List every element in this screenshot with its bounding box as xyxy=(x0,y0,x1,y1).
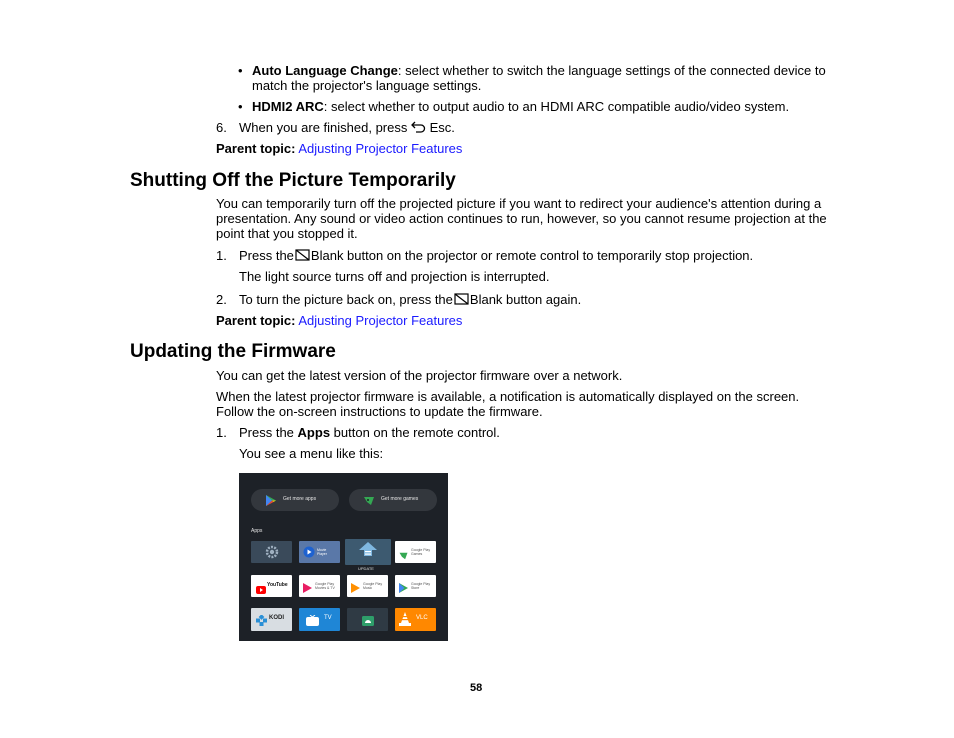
step-text: Press the xyxy=(239,248,294,263)
tile-label: Google Play Store xyxy=(411,582,431,590)
section-title: Shutting Off the Picture Temporarily xyxy=(130,170,456,191)
play-games-icon xyxy=(399,548,408,563)
android-app-tile[interactable] xyxy=(347,608,388,631)
get-more-apps-button[interactable] xyxy=(251,489,339,511)
play-store-tile[interactable] xyxy=(395,575,436,597)
tile-label: Google Play Games xyxy=(411,548,431,556)
tile-label: KODI xyxy=(269,615,284,621)
tile-label: Movie Player xyxy=(317,548,327,556)
android-icon xyxy=(362,614,374,629)
play-movies-tile[interactable] xyxy=(299,575,340,597)
update-tile[interactable] xyxy=(345,539,391,565)
kodi-icon xyxy=(256,614,267,629)
movie-player-icon xyxy=(303,546,315,561)
tv-tile[interactable] xyxy=(299,608,340,631)
parent-topic xyxy=(216,141,462,156)
bullet-description: : select whether to switch the language settings of the connected device to match the projector's language settings. xyxy=(252,63,826,93)
step-number: 6. xyxy=(216,120,227,135)
vlc-cone-icon xyxy=(399,612,411,629)
apps-button-name: Apps xyxy=(297,425,331,440)
paragraph: When the latest projector firmware is available, a notification is automatically displayed on the screen. Follow the on-screen instructions to update the firmware. xyxy=(216,389,800,419)
youtube-tile[interactable] xyxy=(251,575,292,597)
step-text: Blank button on the projector or remote control to temporarily stop projection. xyxy=(310,248,754,263)
vlc-tile[interactable] xyxy=(395,608,436,631)
page-number: 58 xyxy=(470,682,483,694)
step-text: Press the xyxy=(239,425,294,440)
bullet-dot: • xyxy=(238,99,243,114)
apps-menu-screenshot xyxy=(239,473,448,641)
step-text: To turn the picture back on, press the xyxy=(239,292,453,307)
bullet-dot: • xyxy=(238,63,243,78)
movie-player-tile[interactable] xyxy=(299,541,340,563)
paragraph: You can get the latest version of the projector firmware over a network. xyxy=(216,368,623,383)
blank-screen-icon xyxy=(454,293,469,308)
gear-icon xyxy=(264,544,280,563)
step-number: 1. xyxy=(216,248,227,263)
play-store-icon xyxy=(399,581,408,596)
section-intro: You can temporarily turn off the projected picture if you want to redirect your audience's attention during a presentation. Any sound or video action continues to run, however, so you cannot resume projection at the point that you stopped it. xyxy=(216,196,827,241)
parent-topic xyxy=(216,313,462,328)
apps-section-label: Apps xyxy=(251,528,263,534)
play-games-tile[interactable] xyxy=(395,541,436,563)
bullet-term: HDMI2 ARC xyxy=(252,99,324,114)
tile-label: Google Play Movies & TV xyxy=(315,582,335,590)
tv-icon xyxy=(306,614,319,629)
play-music-tile[interactable] xyxy=(347,575,388,597)
play-games-icon xyxy=(364,494,374,509)
play-store-icon xyxy=(266,494,276,509)
kodi-tile[interactable] xyxy=(251,608,292,631)
tile-label: VLC xyxy=(416,615,428,621)
step-finish xyxy=(239,120,829,136)
get-more-games-button[interactable] xyxy=(349,489,437,511)
tile-label: TV xyxy=(324,615,332,621)
parent-topic-link[interactable]: Adjusting Projector Features xyxy=(298,141,463,156)
step-text: Esc. xyxy=(429,120,455,135)
step-text: button on the remote control. xyxy=(333,425,500,440)
get-more-apps-label: Get more apps xyxy=(283,496,317,502)
parent-topic-link[interactable]: Adjusting Projector Features xyxy=(298,313,463,328)
tile-label: YouTube xyxy=(267,582,288,588)
youtube-icon xyxy=(256,582,266,597)
bullet-description: : select whether to output audio to an HDMI ARC compatible audio/video system. xyxy=(323,99,790,114)
step-turn-back-on xyxy=(239,292,829,308)
tile-label: Google Play Music xyxy=(363,582,383,590)
update-arrow-icon xyxy=(359,542,377,559)
blank-screen-icon xyxy=(295,249,310,264)
step-text: Blank button again. xyxy=(469,292,582,307)
step-press-blank xyxy=(239,248,829,264)
settings-tile[interactable] xyxy=(251,541,292,563)
step-result: The light source turns off and projection is interrupted. xyxy=(239,269,550,284)
parent-topic-label: Parent topic: xyxy=(216,313,296,328)
section-title: Updating the Firmware xyxy=(130,341,336,362)
parent-topic-label: Parent topic: xyxy=(216,141,296,156)
return-arrow-icon xyxy=(411,121,426,136)
get-more-games-label: Get more games xyxy=(381,496,419,502)
play-music-icon xyxy=(351,581,360,596)
step-number: 1. xyxy=(216,425,227,440)
step-text: When you are finished, press xyxy=(239,120,408,135)
step-press-apps xyxy=(239,425,829,440)
update-label: UPDATE xyxy=(358,566,374,571)
step-number: 2. xyxy=(216,292,227,307)
play-movies-icon xyxy=(303,581,312,596)
step-result: You see a menu like this: xyxy=(239,446,384,461)
bullet-term: Auto Language Change xyxy=(252,63,398,78)
